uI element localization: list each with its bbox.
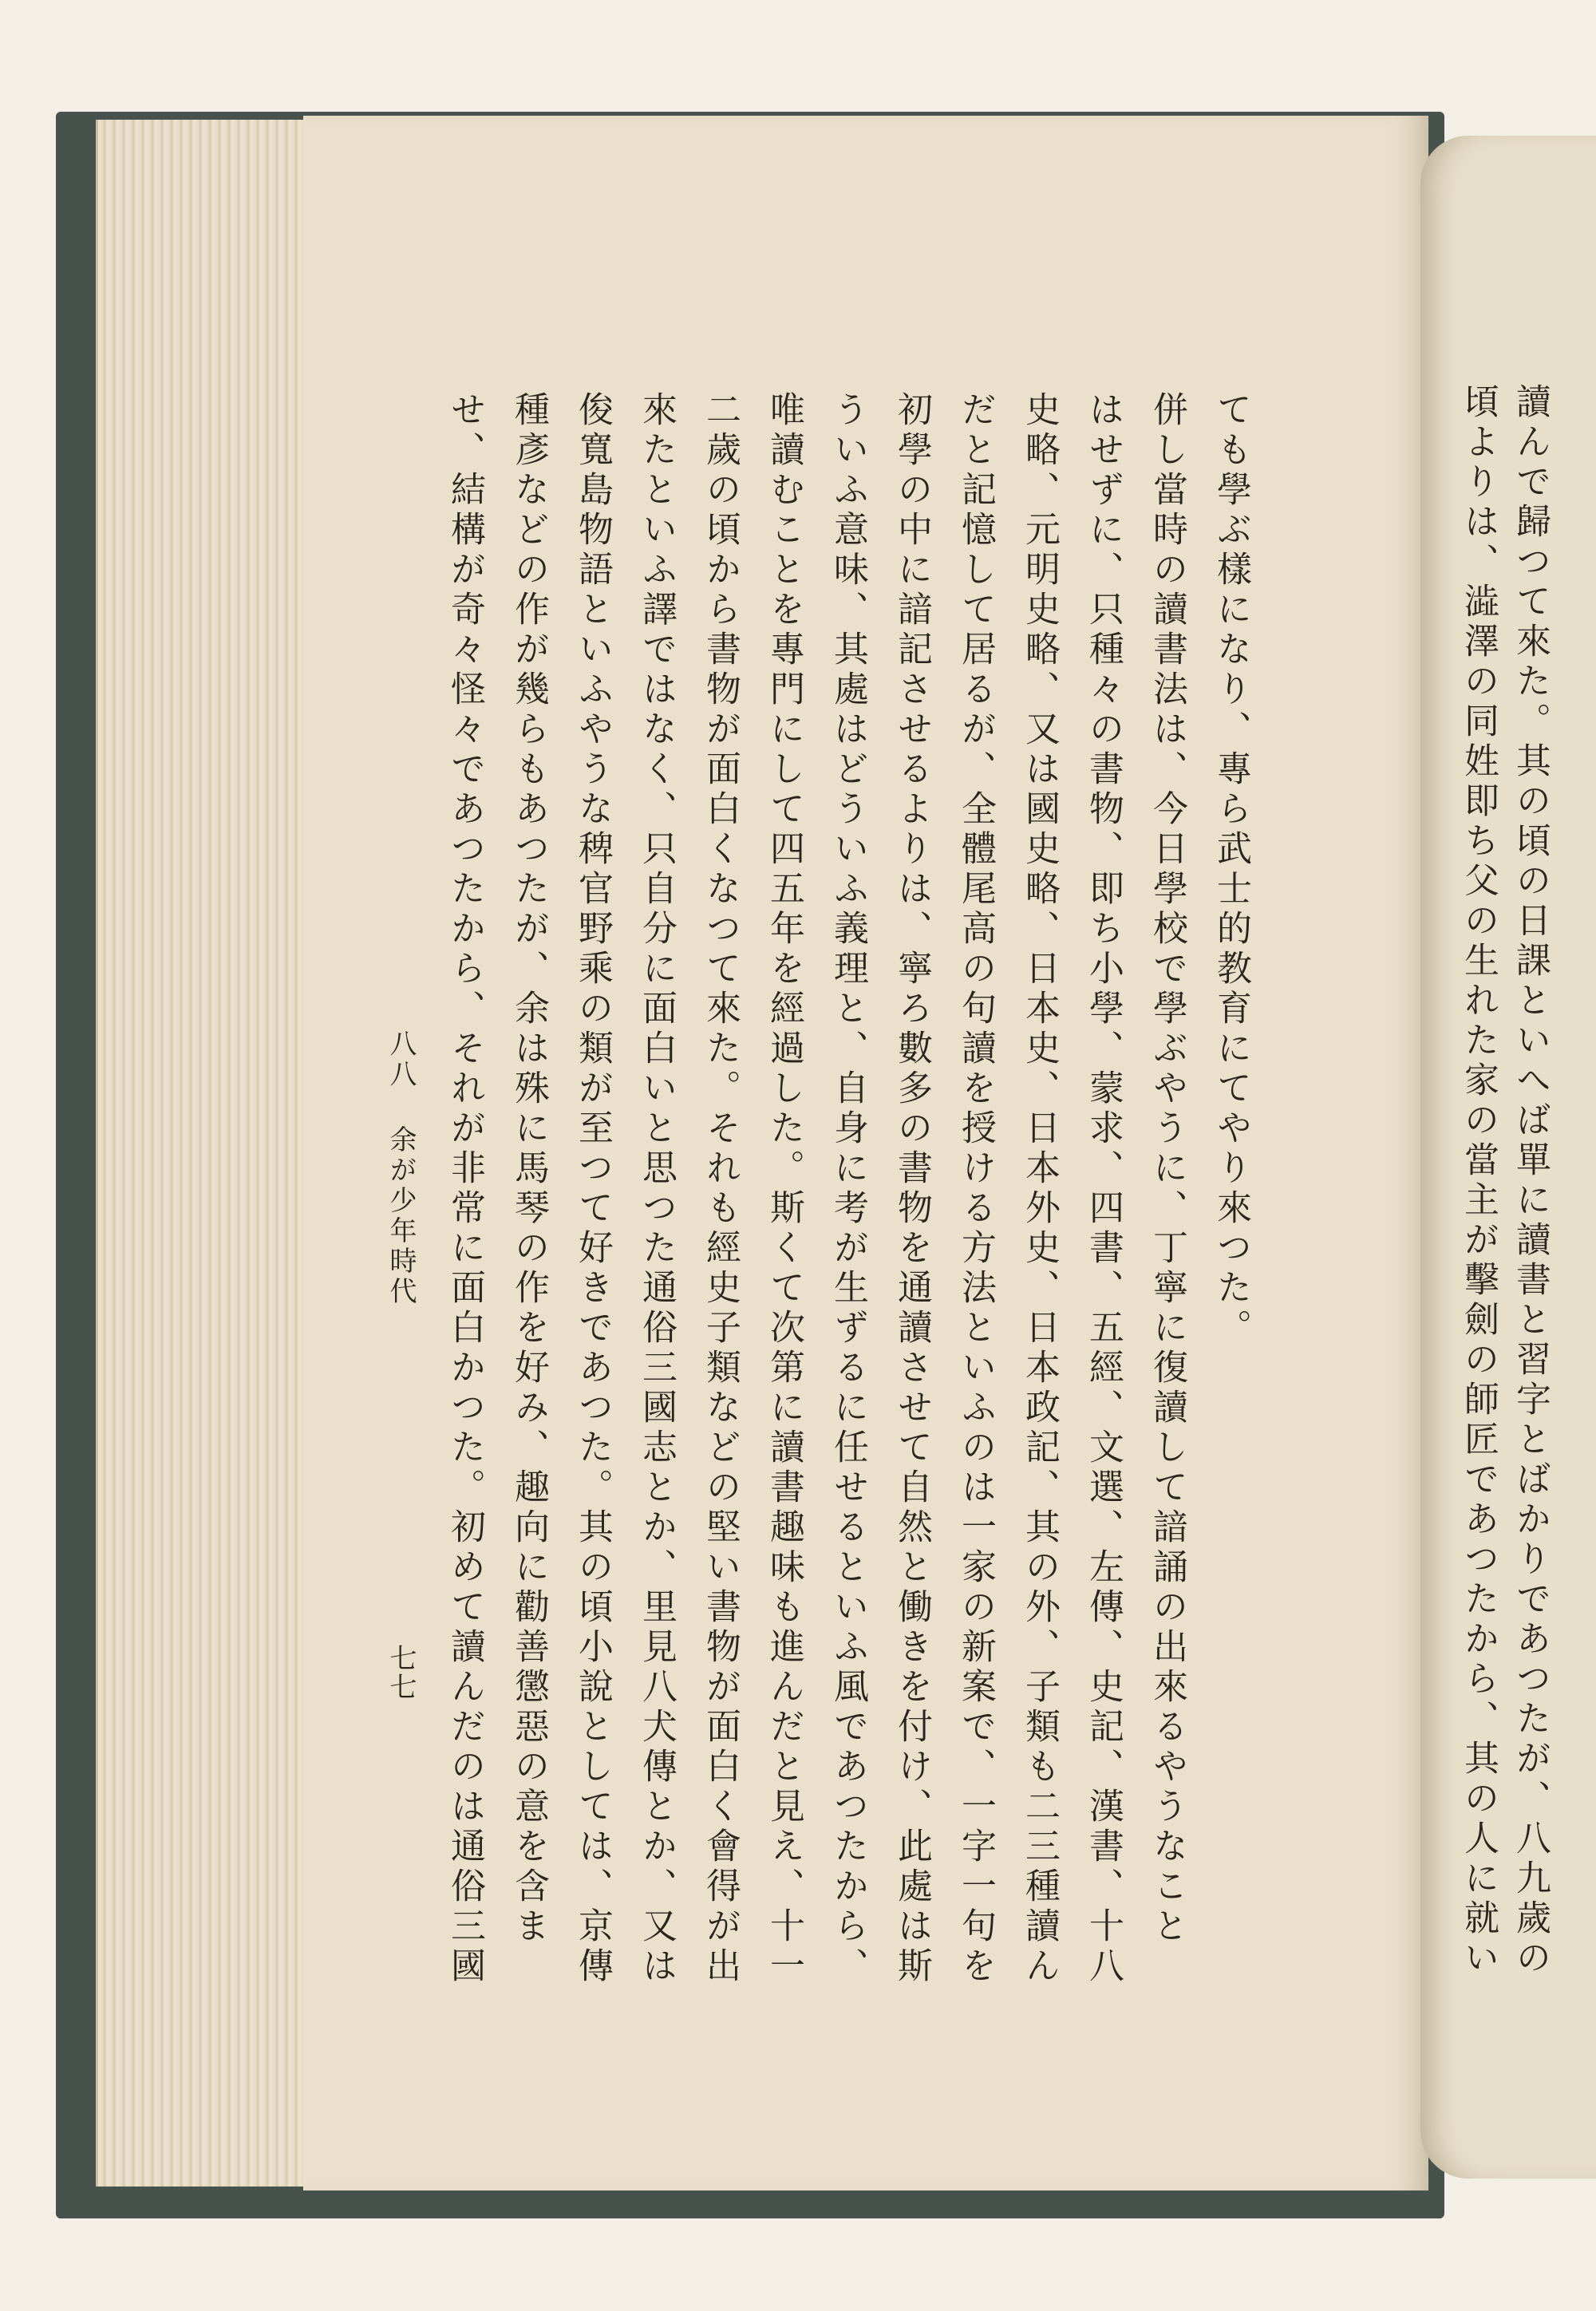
right-page-line-1: 讀んで歸つて來た。其の頃の日課といへば單に讀書と習字とばかりであつたが、八九歲の <box>1510 383 1551 1979</box>
page-edges <box>96 120 322 2187</box>
body-line-6: 初學の中に諳記させるよりは、寧ろ數多の書物を通讀させて自然と働きを付け、此處は斯 <box>891 391 932 1987</box>
body-line-12: 種彥などの作が幾らもあつたが、余は殊に馬琴の作を好み、趣向に勸善懲惡の意を含ま <box>508 391 549 1947</box>
body-line-3: はせずに、只種々の書物、即ち小學、蒙求、四書、五經、文選、左傳、史記、漢書、十八 <box>1083 391 1124 1987</box>
right-page <box>1420 136 1596 2179</box>
body-line-4: 史略、元明史略、又は國史略、日本史、日本外史、日本政記、其の外、子類も二三種讀ん <box>1019 391 1060 1987</box>
right-page-line-2: 頃よりは、澁澤の同姓即ち父の生れた家の當主が擊劍の師匠であつたから、其の人に就い <box>1458 383 1499 1979</box>
body-line-5: だと記憶して居るが、全體尾高の句讀を授ける方法といふのは一家の新案で、一字一句を <box>955 391 996 1987</box>
body-line-1: ても學ぶ樣になり、專ら武士的教育にてやり來つた。 <box>1211 391 1251 1349</box>
body-line-7: ういふ意味、其處はどういふ義理と、自身に考が生ずるに任せるといふ風であつたから、 <box>828 391 868 1987</box>
running-header-title: 余が少年時代 <box>385 1125 417 1307</box>
body-line-8: 唯讀むことを專門にして四五年を經過した。斯くて次第に讀書趣味も進んだと見え、十一 <box>764 391 804 1987</box>
body-line-13: せ、結構が奇々怪々であつたから、それが非常に面白かつた。初めて讀んだのは通俗三國 <box>444 391 485 1987</box>
page-number: 七七 <box>385 1644 417 1701</box>
body-line-2: 併し當時の讀書法は、今日學校で學ぶやうに、丁寧に復讀して諳誦の出來るやうなこと <box>1147 391 1187 1947</box>
body-line-10: 來たといふ譯ではなく、只自分に面白いと思つた通俗三國志とか、里見八犬傳とか、又は <box>636 391 677 1987</box>
body-line-11: 俊寬島物語といふやうな稗官野乘の類が至つて好きであつた。其の頃小說としては、京傳 <box>572 391 613 1987</box>
body-line-9: 二歲の頃から書物が面白くなつて來た。それも經史子類などの堅い書物が面白く會得が出 <box>700 391 741 1987</box>
running-header-page: 八八 <box>385 1029 417 1090</box>
